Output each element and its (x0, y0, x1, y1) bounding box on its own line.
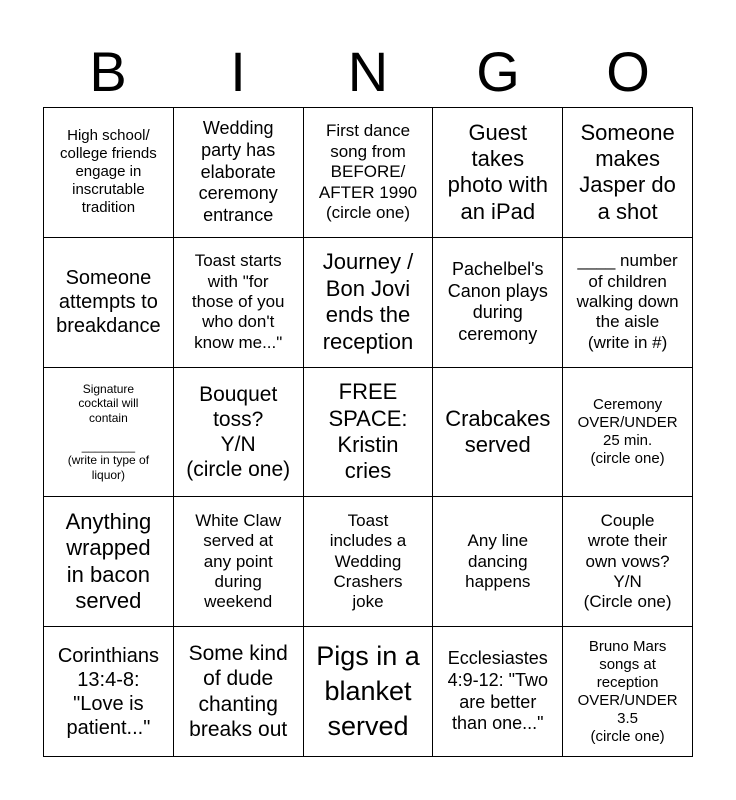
signature-cocktail-text: Signature cocktail will contain (78, 381, 139, 425)
bingo-cell[interactable]: Someone makes Jasper do a shot (563, 108, 693, 238)
bingo-cell[interactable]: Couple wrote their own vows? Y/N (Circle one) (563, 497, 693, 627)
bingo-cell[interactable]: Pigs in a blanket served (304, 627, 434, 757)
bingo-cell-signature-cocktail[interactable] (44, 368, 174, 498)
bingo-cell[interactable]: Ceremony OVER/UNDER 25 min. (circle one) (563, 368, 693, 498)
bingo-cell[interactable]: Anything wrapped in bacon served (44, 497, 174, 627)
bingo-cell[interactable]: Toast starts with "for those of you who don't know me..." (174, 238, 304, 368)
bingo-cell[interactable]: ____ number of children walking down the aisle (write in #) (563, 238, 693, 368)
bingo-cell[interactable]: Wedding party has elaborate ceremony entrance (174, 108, 304, 238)
header-letter-b: B (89, 40, 127, 103)
bingo-cell[interactable]: Someone attempts to breakdance (44, 238, 174, 368)
bingo-cell[interactable]: Pachelbel's Canon plays during ceremony (433, 238, 563, 368)
bingo-cell[interactable]: Journey / Bon Jovi ends the reception (304, 238, 434, 368)
header-letter-i: I (230, 40, 246, 103)
free-space-cell[interactable]: FREE SPACE: Kristin cries (304, 368, 434, 498)
bingo-cell[interactable]: Bouquet toss? Y/N (circle one) (174, 368, 304, 498)
bingo-cell[interactable]: Some kind of dude chanting breaks out (174, 627, 304, 757)
bingo-header (43, 42, 693, 102)
bingo-cell[interactable]: White Claw served at any point during weekend (174, 497, 304, 627)
bingo-cell[interactable]: Bruno Mars songs at reception OVER/UNDER 3.5 (circle one) (563, 627, 693, 757)
bingo-cell[interactable]: Corinthians 13:4-8: "Love is patient..." (44, 627, 174, 757)
bingo-grid (43, 107, 693, 757)
bingo-cell[interactable]: Ecclesiastes 4:9-12: "Two are better than one..." (433, 627, 563, 757)
bingo-cell[interactable]: Crabcakes served (433, 368, 563, 498)
header-letter-n: N (347, 40, 389, 103)
write-in-blank: ________ (81, 438, 136, 453)
bingo-cell[interactable]: Toast includes a Wedding Crashers joke (304, 497, 434, 627)
bingo-cell[interactable]: High school/ college friends engage in inscrutable tradition (44, 108, 174, 238)
bingo-cell[interactable]: Guest takes photo with an iPad (433, 108, 563, 238)
write-in-note: (write in type of liquor) (67, 453, 150, 482)
header-letter-g: G (476, 40, 520, 103)
bingo-cell[interactable]: First dance song from BEFORE/ AFTER 1990 (circle one) (304, 108, 434, 238)
bingo-cell[interactable]: Any line dancing happens (433, 497, 563, 627)
header-letter-o: O (606, 40, 650, 103)
